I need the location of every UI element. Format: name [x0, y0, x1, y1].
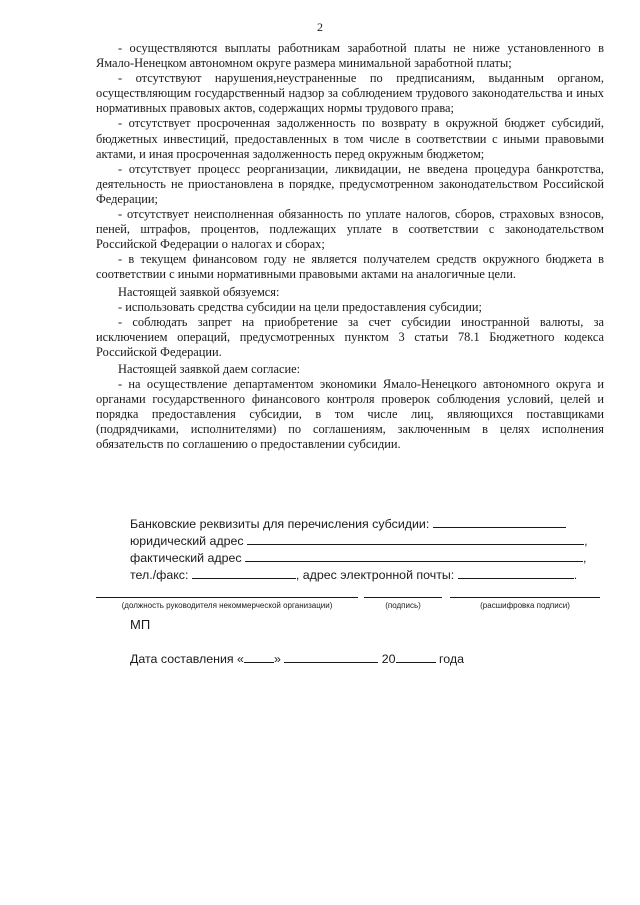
- page-number: 2: [317, 20, 323, 34]
- document-body: [96, 41, 604, 453]
- position-field[interactable]: [96, 597, 358, 598]
- paragraph-use-subsidy: - использовать средства субсидии на цели предоставления субсидии;: [118, 299, 482, 314]
- date-close-quote: »: [273, 652, 281, 666]
- phone-label: тел./факс:: [130, 568, 189, 582]
- date-year-prefix: 20: [381, 652, 396, 666]
- phone-field[interactable]: [192, 567, 296, 579]
- heading-consent: Настоящей заявкой даем согласие:: [118, 361, 301, 376]
- paragraph-no-overdue-debt: - отсутствует просроченная задолженность по возврату в окружной бюджет субсидий, бюджетных инвестиций, предоставленных в том числе в соответствии с иными правовыми актами, и иная просроченная задолженность перед окружным бюджетом;: [96, 116, 604, 161]
- actual-address-field[interactable]: [245, 550, 583, 562]
- legal-address-label: юридический адрес: [130, 534, 244, 548]
- heading-obligations: Настоящей заявкой обязуемся:: [118, 284, 280, 299]
- signature-field[interactable]: [364, 597, 442, 598]
- legal-address-field[interactable]: [247, 533, 584, 545]
- date-year-field[interactable]: [396, 651, 436, 663]
- bank-requisites-line: [130, 516, 608, 533]
- email-field[interactable]: [458, 567, 574, 579]
- signature-caption: (подпись): [385, 601, 421, 610]
- actual-address-label: фактический адрес: [130, 551, 242, 565]
- email-label: , адрес электронной почты:: [295, 568, 455, 582]
- date-day-field[interactable]: [244, 651, 274, 663]
- paragraph-no-reorganization: - отсутствует процесс реорганизации, ликвидации, не введена процедура банкротства, деятельность не приостановлена в порядке, предусмотренном законодательством Российской Федерации;: [96, 161, 604, 206]
- contacts-line: [130, 567, 608, 584]
- legal-address-comma: ,: [584, 534, 588, 548]
- date-month-field[interactable]: [284, 651, 378, 663]
- stamp-place-label: МП: [130, 617, 151, 632]
- actual-address-comma: ,: [583, 551, 587, 565]
- requisites-block: [130, 516, 608, 584]
- date-year-suffix: года: [439, 652, 465, 666]
- legal-address-line: [130, 533, 608, 550]
- paragraph-currency-ban: - соблюдать запрет на приобретение за счет субсидии иностранной валюты, за исключением операций, предусмотренных пунктом 3 статьи 78.1 Бюджетного кодекса Российской Федерации.: [96, 314, 604, 359]
- paragraph-no-tax-arrears: - отсутствует неисполненная обязанность по уплате налогов, сборов, страховых взносов, пеней, штрафов, процентов, подлежащих уплате в соответствии с законодательством Российской Федерации о налогах и сборах;: [96, 207, 604, 252]
- paragraph-audit-consent: - на осуществление департаментом экономики Ямало-Ненецкого автономного округа и органами государственного финансового контроля проверок соблюдения условий, целей и порядка предоставления субсидии, в том числе лиц, являющихся поставщиками (подрядчиками, исполнителями) по соглашениям, заключенным в целях исполнения обязательств по соглашению о предоставлении субсидии.: [96, 377, 604, 452]
- bank-requisites-field[interactable]: [433, 516, 566, 528]
- date-line: [130, 651, 464, 666]
- bank-requisites-label: Банковские реквизиты для перечисления субсидии:: [130, 517, 430, 531]
- contacts-period: .: [573, 568, 578, 582]
- paragraph-minimum-wage: - осуществляются выплаты работникам заработной платы не ниже установленного в Ямало-Ненецком автономном округе размера минимальной заработной платы;: [96, 41, 604, 71]
- signature-decoding-field[interactable]: [450, 597, 600, 598]
- position-caption: (должность руководителя некоммерческой организации): [121, 601, 333, 610]
- paragraph-no-labor-violations: - отсутствуют нарушения,неустраненные по предписаниям, выданным органом, осуществляющим государственный надзор за соблюдением трудового законодательства и иных нормативных правовых актов, содержащих нормы трудового права;: [96, 71, 604, 116]
- paragraph-not-budget-recipient: - в текущем финансовом году не является получателем средств окружного бюджета в соответствии с иными нормативными правовыми актами на аналогичные цели.: [96, 252, 604, 282]
- signature-row: [96, 587, 604, 611]
- date-label: Дата составления «: [130, 652, 244, 666]
- decoding-caption: (расшифровка подписи): [480, 601, 570, 610]
- actual-address-line: [130, 550, 608, 567]
